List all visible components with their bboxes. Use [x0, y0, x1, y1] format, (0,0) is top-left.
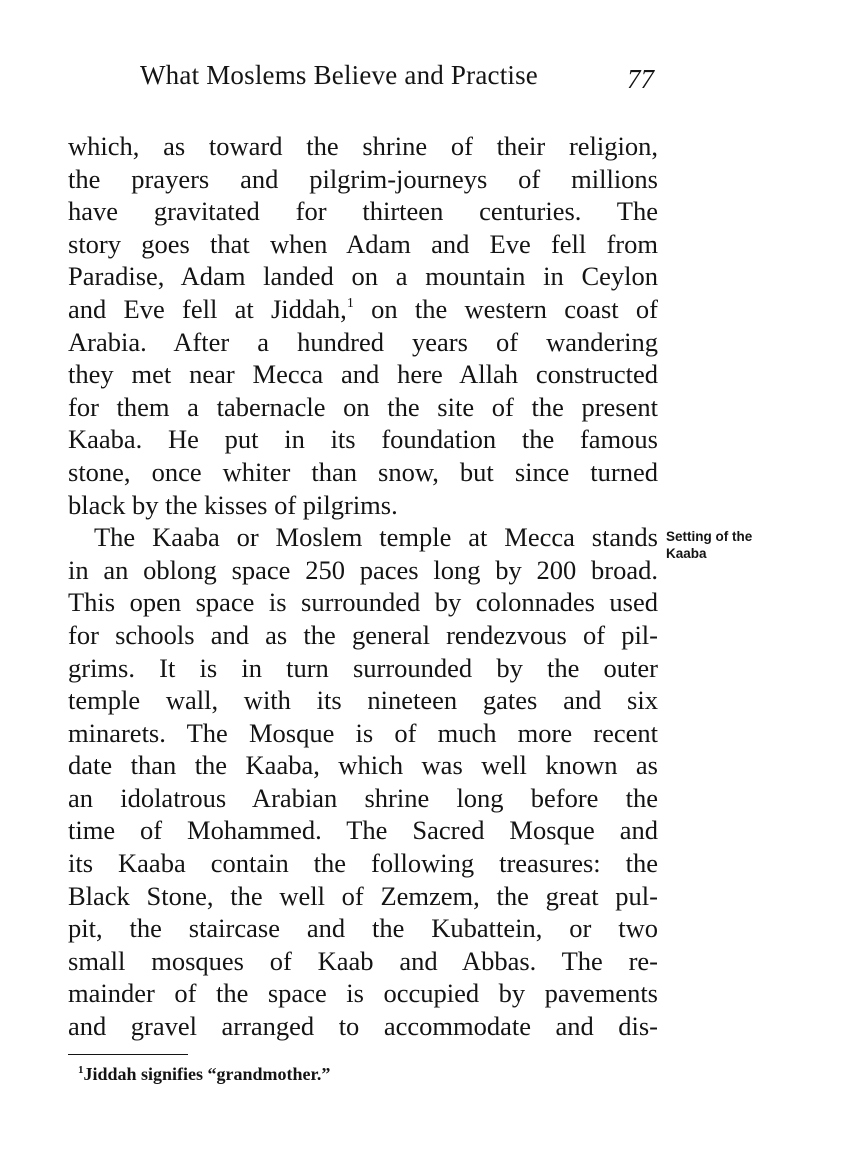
text-line: they met near Mecca and here Allah constructed — [68, 359, 658, 390]
margin-note — [666, 528, 816, 562]
footnote-marker: 1 — [78, 1064, 84, 1076]
text-segment: and Eve fell at Jiddah, — [68, 293, 347, 324]
body-text — [68, 130, 658, 1043]
text-line: its Kaaba contain the following treasures: the — [68, 848, 658, 879]
footnote-text: Jiddah signifies “grandmother.” — [83, 1064, 331, 1084]
text-line: temple wall, with its nineteen gates and six — [68, 685, 658, 716]
running-head — [140, 60, 660, 100]
page-number: 77 — [627, 64, 654, 94]
text-line: black by the kisses of pilgrims. — [68, 489, 398, 520]
text-line: Arabia. After a hundred years of wandering — [68, 326, 658, 357]
text-line: grims. It is in turn surrounded by the outer — [68, 652, 658, 683]
text-line: for schools and as the general rendezvous of pil- — [68, 619, 658, 650]
text-line: Paradise, Adam landed on a mountain in Ceylon — [68, 261, 658, 292]
paragraph-1 — [68, 130, 658, 521]
text-line: story goes that when Adam and Eve fell from — [68, 228, 658, 259]
text-line: pit, the staircase and the Kubattein, or two — [68, 913, 658, 944]
text-line: date than the Kaaba, which was well known as — [68, 750, 658, 781]
text-line: Kaaba. He put in its foundation the famous — [68, 424, 658, 455]
text-line: The Kaaba or Moslem temple at Mecca stands — [94, 522, 658, 553]
margin-note-line: Setting of the — [666, 529, 753, 544]
text-line: in an oblong space 250 paces long by 200 broad. — [68, 554, 658, 585]
paragraph-2 — [68, 521, 658, 1043]
text-line: small mosques of Kaab and Abbas. The re- — [68, 945, 658, 976]
text-line: the prayers and pilgrim-journeys of millions — [68, 163, 658, 194]
footnote-rule — [68, 1054, 188, 1055]
text-line: mainder of the space is occupied by pavements — [68, 978, 658, 1009]
text-line: for them a tabernacle on the site of the present — [68, 391, 658, 422]
text-line: minarets. The Mosque is of much more recent — [68, 717, 658, 748]
text-line: Black Stone, the well of Zemzem, the great pul- — [68, 880, 658, 911]
text-line: This open space is surrounded by colonnades used — [68, 587, 658, 618]
text-line: time of Mohammed. The Sacred Mosque and — [68, 815, 658, 846]
text-line — [68, 293, 658, 326]
footnote-reference: 1 — [346, 295, 354, 311]
footnote — [78, 1064, 330, 1085]
text-line: have gravitated for thirteen centuries. The — [68, 196, 658, 227]
text-segment: on the western coast of — [353, 293, 658, 324]
running-title: What Moslems Believe and Practise — [140, 60, 538, 90]
text-line: an idolatrous Arabian shrine long before the — [68, 782, 658, 813]
margin-note-line: Kaaba — [666, 546, 707, 561]
text-line: stone, once whiter than snow, but since turned — [68, 456, 658, 487]
text-line: which, as toward the shrine of their religion, — [68, 131, 658, 161]
text-line: and gravel arranged to accommodate and dis- — [68, 1011, 658, 1042]
